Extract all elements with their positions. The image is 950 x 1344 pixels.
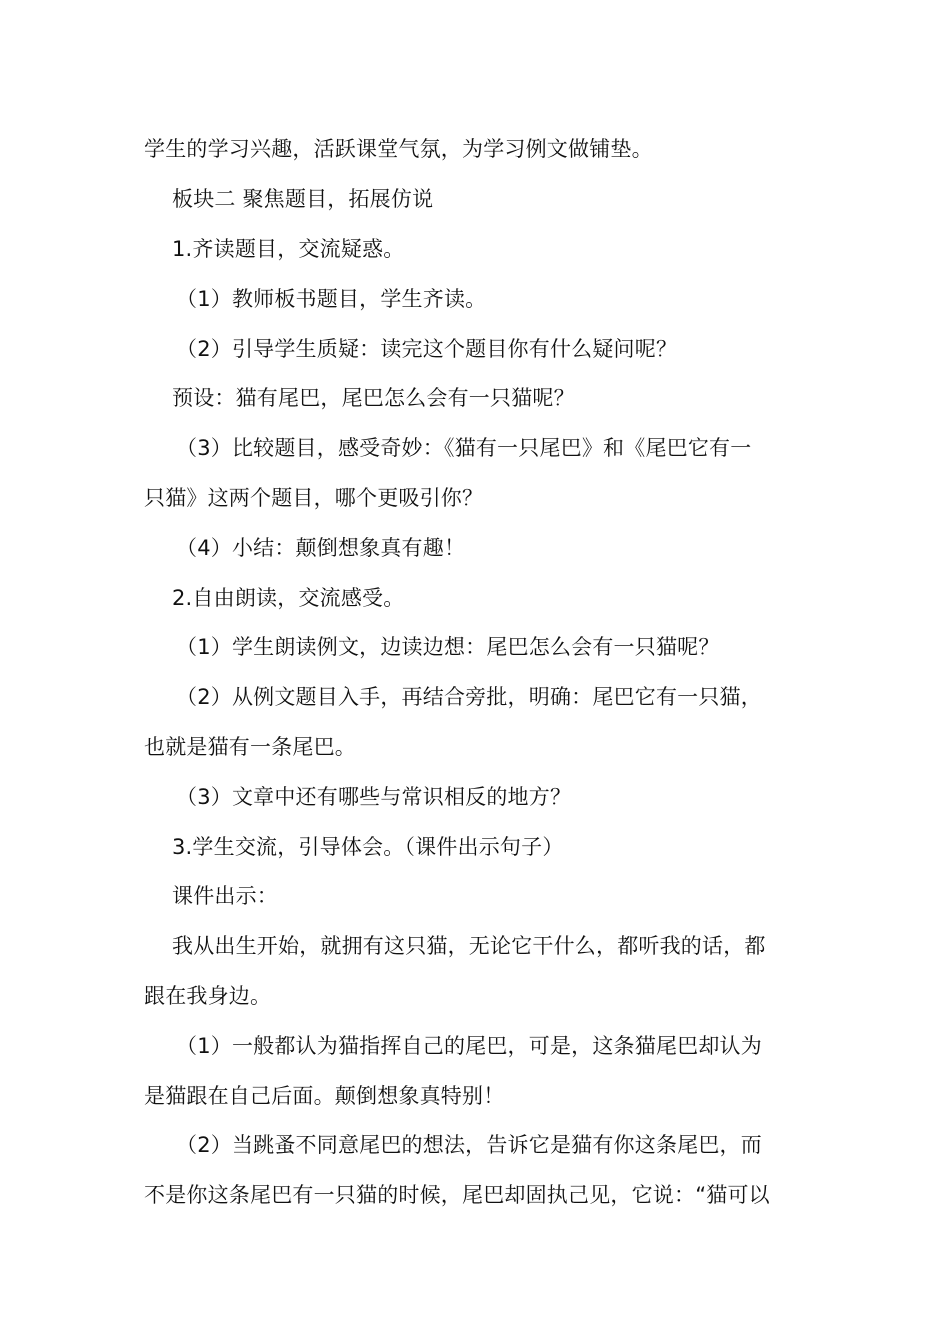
text-line: 是猫跟在自己后面。颠倒想象真特别！	[144, 1084, 505, 1108]
text-line: （2）当跳蚤不同意尾巴的想法，告诉它是猫有你这条尾巴，而	[176, 1133, 762, 1157]
text-line: 课件出示：	[172, 884, 278, 908]
section-heading: 板块二 聚焦题目，拓展仿说	[172, 187, 434, 211]
text-line: 1.齐读题目，交流疑惑。	[172, 237, 405, 261]
text-line: （2）引导学生质疑：读完这个题目你有什么疑问呢？	[176, 337, 678, 361]
text-line: 不是你这条尾巴有一只猫的时候，尾巴却固执己见，它说：“猫可以	[144, 1183, 770, 1207]
text-line: （4）小结：颠倒想象真有趣！	[176, 536, 466, 560]
text-line: 学生的学习兴趣，活跃课堂气氛，为学习例文做铺垫。	[144, 137, 653, 161]
text-line: （1）教师板书题目，学生齐读。	[176, 287, 487, 311]
text-line: 2.自由朗读，交流感受。	[172, 586, 405, 610]
text-line: （1）学生朗读例文，边读边想：尾巴怎么会有一只猫呢？	[176, 635, 720, 659]
text-line: 只猫》这两个题目，哪个更吸引你？	[144, 486, 484, 510]
text-line: 也就是猫有一条尾巴。	[144, 735, 356, 759]
text-line: 预设：猫有尾巴，尾巴怎么会有一只猫呢？	[172, 386, 575, 410]
text-line: （2）从例文题目入手，再结合旁批，明确：尾巴它有一只猫，	[176, 685, 762, 709]
text-line: 3.学生交流，引导体会。（课件出示句子）	[172, 835, 564, 859]
text-line: （3）文章中还有哪些与常识相反的地方？	[176, 785, 572, 809]
text-line: （1）一般都认为猫指挥自己的尾巴，可是，这条猫尾巴却认为	[176, 1034, 762, 1058]
text-line: 我从出生开始，就拥有这只猫，无论它干什么，都听我的话，都	[172, 934, 766, 958]
text-line: （3）比较题目，感受奇妙：《猫有一只尾巴》和《尾巴它有一	[176, 436, 752, 460]
text-line: 跟在我身边。	[144, 984, 272, 1008]
